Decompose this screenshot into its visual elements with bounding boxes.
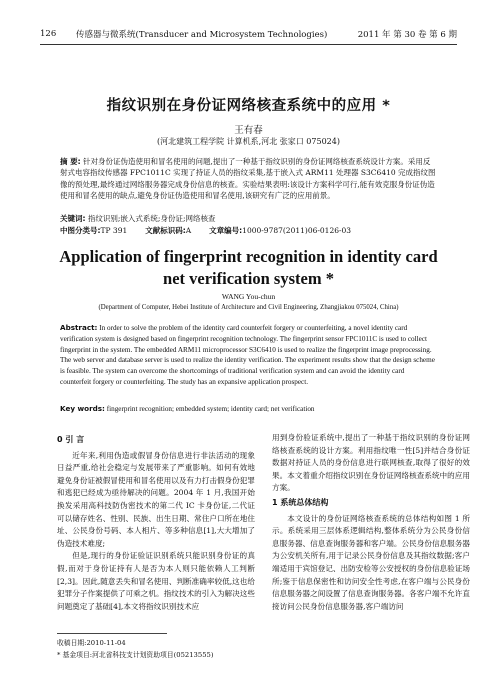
paragraph: 但是,现行的身份证验证识别系统只能识别身份证的真假,而对于身份证持有人是否为本人则只能依赖人工判断[2,3]。因此,随意丢失和冒名使用、判断准确率较低,这也给犯罪分子作案提供了可乘之机。指纹技术的引入为解决这些问题奠定了基础[4],本文将指纹识别技术应 <box>57 551 255 611</box>
abstract-label: 摘 要: <box>60 157 81 166</box>
keywords-text: 指纹识别;嵌入式系统;身份证;网络核查 <box>87 214 216 223</box>
header-rule <box>40 44 457 45</box>
english-keywords-label: Key words: <box>60 404 105 413</box>
chinese-abstract <box>60 156 437 201</box>
keywords-label: 关键词: <box>60 214 86 223</box>
page-number: 126 <box>40 29 57 39</box>
classification-line <box>60 225 437 236</box>
chinese-author: 王有春 <box>234 125 263 136</box>
clc-code: 中图分类号:TP 391 <box>60 226 128 235</box>
footnote-rule <box>57 633 167 634</box>
english-abstract <box>60 323 437 388</box>
abstract-text: 针对身份证伪造使用和冒名使用的问题,提出了一种基于指纹识别的身份证网络核查系统设计方案。采用反射式电容指纹传感器 FPC1011C 实现了持证人员的指纹采集,基于嵌入式 ARM11 处理器 S3C6410 完成指纹图像的预处理,最终通过网络服务器完成身份信息的核查。实验结果表明:该设计方案科学可行,能有效克服身份证伪造使用和冒名使用的缺点,避免身份证伪造使用和冒名使用,该研究有广泛的应用前景。 <box>60 157 436 200</box>
english-keywords <box>60 403 437 415</box>
chinese-keywords <box>60 213 437 224</box>
english-title: Application of fingerprint recognition in identity card net verification system * <box>59 247 438 288</box>
english-affiliation: (Department of Computer, Hebei Institute of Architecture and Civil Engineering, Zhangjiakou 075024, China) <box>98 304 399 311</box>
chinese-title: 指纹识别在身份证网络核查系统中的应用 * <box>106 98 391 114</box>
document-code: 文献标识码:A <box>145 226 192 235</box>
footnote-received: 收稿日期:2010-11-04 <box>57 639 126 647</box>
english-abstract-text: In order to solve the problem of the identity card counterfeit forgery or counterfeiting, a novel identity card verification system is designed based on fingerprint recognition technology. The fingerprint sensor FPC1011C is used to collect fingerprint in the system. The embedded ARM11 microprocessor S3C6410 is used to realize the fingerprint image preprocessing. The web server and database server is used to realize the identity verification. The experiment results show that the design scheme is feasible. The system can overcome the shortcomings of traditional verification system and can avoid the identity card counterfeit forgery or counterfeiting. The study has an expansive application prospect. <box>60 324 435 386</box>
english-author: WANG You-chun <box>221 292 276 301</box>
body-left-column <box>57 432 255 613</box>
english-keywords-text: fingerprint recognition; embedded system; identity card; net verification <box>106 405 315 413</box>
journal-name: 传感器与微系统(Transducer and Microsystem Technologies) <box>76 30 328 40</box>
paragraph: 用到身份验证系统中,提出了一种基于指纹识别的身份证网络核查系统的设计方案。利用指纹唯一性[5]并结合身份证数据对持证人员的身份信息进行联网核查,取得了很好的效果。本文着重介绍指纹识别在身份证网络核查系统中的应用方案。 <box>272 433 470 493</box>
section-heading-intro: 0 引 言 <box>57 435 85 444</box>
body-right-column <box>272 432 470 613</box>
chinese-affiliation: (河北建筑工程学院 计算机系,河北 张家口 075024) <box>157 137 340 146</box>
paragraph: 本文设计的身份证网络核查系统的总体结构如图 1 所示。系统采用三层体系逻辑结构,整体系统分为公民身份信息服务器、信息查询服务器和客户端。公民身份信息服务器为公安机关所有,用于记录公民身份信息及其指纹数据;客户端适用于宾馆登记、出防安检等公安授权的身份信息验证场所;鉴于信息保密性和访问安全性考虑,在客户端与公民身份信息服务器之间设置了信息查询服务器。各客户端不允许直接访问公民身份信息服务器,客户端访问 <box>272 513 470 611</box>
article-id: 文章编号:1000-9787(2011)06-0126-03 <box>209 226 352 235</box>
paragraph: 近年来,利用伪造或假冒身份信息进行非法活动的现象日益严重,给社会稳定与发展带来了严重影响。如何有效地避免身份证被假冒使用和冒名使用以及有力打击假身份犯罪和逃犯已经成为亟待解决的问题。2004 年 1 月,我国开始换发采用高科技防伪密技术的第二代 IC 卡身份证,二代证可以储存姓名、性别、民族、出生日期、常住户口所在地住址、公民身份号码、本人相片、等多种信息[1],大大增加了伪造技术难度; <box>57 450 255 548</box>
issue-info: 2011 年 第 30 卷 第 6 期 <box>357 30 457 40</box>
english-abstract-label: Abstract: <box>60 323 98 332</box>
running-header <box>40 26 457 42</box>
section-heading-system: 1 系统总体结构 <box>272 497 329 507</box>
footnote-fund: * 基金项目:河北省科技支计划资助项目(05213555) <box>57 651 214 659</box>
